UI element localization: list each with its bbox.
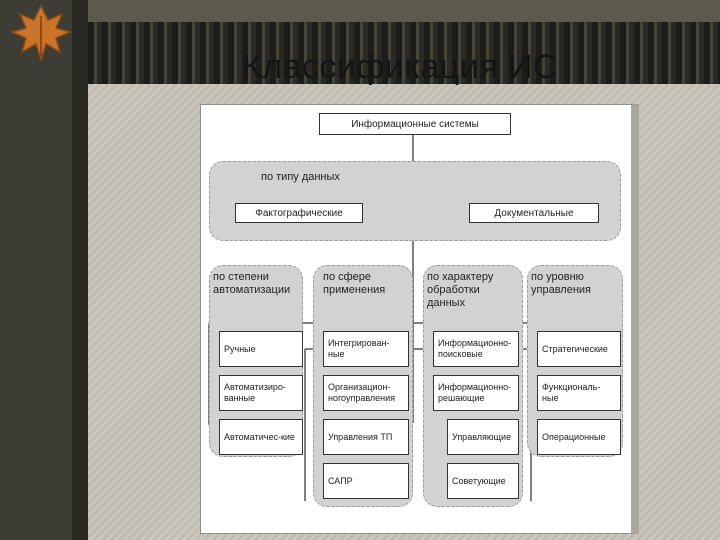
root-box: Информационные системы [319,113,511,135]
group-label-automation: по степени автоматизации [213,271,291,296]
slide-title: Классификация ИС [241,48,559,86]
application-item-cad: САПР [323,463,409,499]
processing-item-retrieval: Информационно-поисковые [433,331,519,367]
processing-item-controlling: Управляющие [447,419,519,455]
data-type-factographic: Фактографические [235,203,363,223]
group-label-management-level: по уровню управления [531,271,591,296]
application-item-integrated: Интегрирован-ные [323,331,409,367]
left-dark-strip [72,0,88,540]
processing-item-advising: Советующие [447,463,519,499]
management-item-strategic: Стратегические [537,331,621,367]
group-label-processing: по характеру обработки данных [427,271,494,309]
automation-item-manual: Ручные [219,331,303,367]
processing-item-decision: Информационно-решающие [433,375,519,411]
automation-item-automatic: Автоматичес-кие [219,419,303,455]
classification-diagram [200,104,639,534]
management-item-functional: Функциональ-ные [537,375,621,411]
data-type-documentary: Документальные [469,203,599,223]
application-item-organizational: Организацион-ногоуправления [323,375,409,411]
management-item-operational: Операционные [537,419,621,455]
application-item-process-control: Управления ТП [323,419,409,455]
group-label-data-type: по типу данных [261,171,340,183]
automation-item-automated: Автоматизиро-ванные [219,375,303,411]
autumn-leaf-icon [10,4,72,62]
group-label-application: по сфере применения [323,271,386,296]
